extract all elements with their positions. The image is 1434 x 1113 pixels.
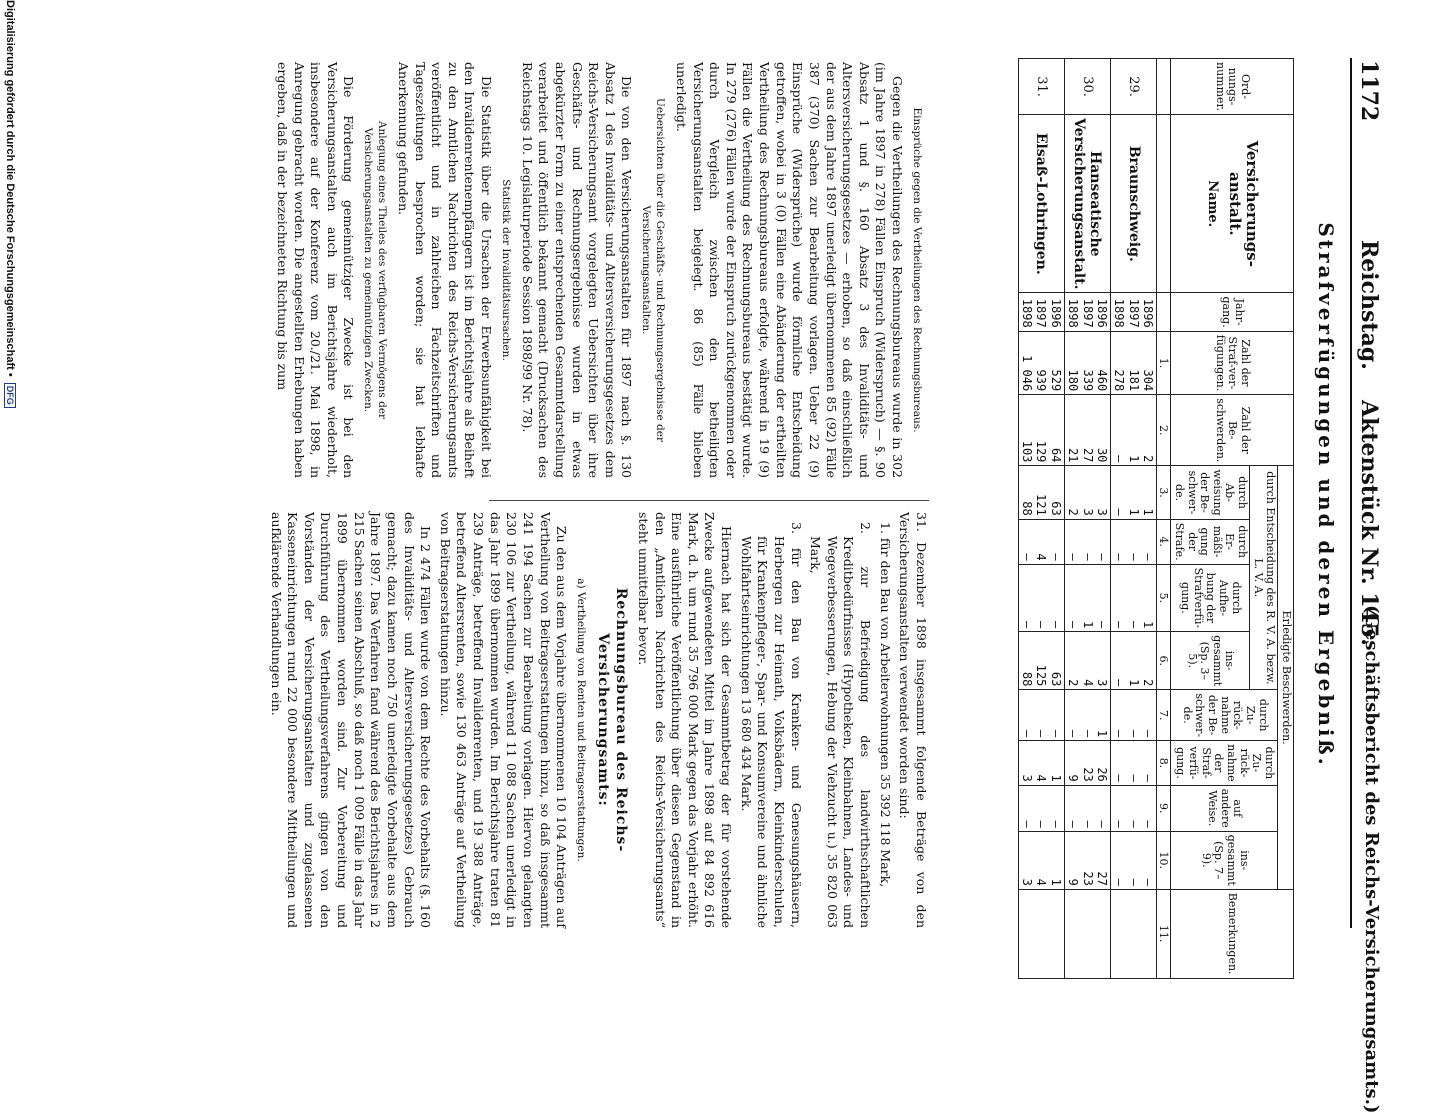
col-index: 3. [1157, 466, 1171, 519]
paragraph: Hiernach hat sich der Gesammtbetrag der für vorstehende Zwecke aufgewendeten Mittel im Jahre 1898 auf 84 892 616 Mark, d. h. um rund 35 796 000 Mark gegen das Vorjahr erhöht. Eine ausführliche Veröffentlichung über diesen Gegenstand in den „Amtlichen Nachrichten des Reichs-Versicherungsamts“ steht unmittelbar bevor. [636, 512, 735, 928]
col-index: 7. [1157, 690, 1171, 741]
cell-value: 4 [1080, 679, 1095, 687]
cell-value: 460 [1095, 369, 1110, 392]
cell-value: — [1126, 553, 1141, 561]
cell-value: 103 [1020, 440, 1035, 463]
col-index: 2. [1157, 395, 1171, 466]
table-row [1018, 59, 1064, 979]
col-index: 4. [1157, 519, 1171, 564]
cell-value: 88 [1020, 501, 1035, 516]
digitization-credit [4, 0, 16, 1000]
col-index: 9. [1157, 785, 1171, 831]
cell-value: — [1034, 820, 1049, 828]
cell-value: 180 [1066, 369, 1081, 392]
paragraph: Gegen die Vertheilungen des Rechnungsbureaus wurde in 302 (im Jahre 1897 in 278) Fällen Einspruch (Widerspruch) — §. 90 Absatz 1 und §. 160 Absatz 3 des Invaliditäts- und Altersversicherungsgesetzes — erhoben, so daß einschließlich der aus dem Jahre 1897 unerledigt übernommenen 85 (92) Fälle 387 (370) Sachen zur Bearbeitung vorlagen. Ueber 22 (9) Einsprüche (Widersprüche) wurde förmliche Entscheidung getroffen, wobei in 3 (0) Fällen eine Abänderung der ertheilten Vertheilung des Rechnungsbureaus erfolgte, während in 19 (9) Fällen die Vertheilung des Rechnungsbureaus bestätigt wurde. In 279 (276) Fällen wurde der Einspruch zurückgenommen oder durch Vergleich zwischen den betheiligten Versicherungsanstalten beigelegt. 86 (85) Fälle blieben unerledigt. [673, 62, 906, 478]
value-cell-c3 [1111, 466, 1157, 519]
value-cell-c2 [1111, 395, 1157, 466]
cell-value: 2 [1066, 679, 1081, 687]
institution-name: Elsaß-Lothringen. [1018, 115, 1064, 293]
cell-value: — [1080, 820, 1095, 828]
cell-value: — [1112, 553, 1127, 561]
cell-value: 64 [1048, 447, 1063, 463]
institution-name: Hanseatische Versicherungsanstalt. [1064, 115, 1110, 293]
cell-value: 3 [1020, 774, 1035, 782]
cell-value: 88 [1020, 671, 1035, 687]
cell-value: 2 [1141, 679, 1156, 687]
paragraph: Die Statistik über die Ursachen der Erwerbsunfähigkeit bei den Invalidenrentenempfängern ist im Berichtsjahre als Beiheft zu den Amtlichen Nachrichten des Reichs-Versicherungsamts veröffentlicht und in zahlreichen Fachzeitschriften und Tageszeitungen besprochen worden; sie hat lebhafte Anerkennung gefunden. [395, 62, 495, 478]
list-item: 2. zur Befriedigung des landwirthschaftlichen Kreditbedürfnisses (Hypotheken, Kleinbahnen, Landes- und Wegeverbesserungen, Hebung der Viehzucht u.) 35 820 063 Mark, [808, 522, 874, 928]
col-head-anstalt [1171, 115, 1294, 293]
col-head-c4: durch Er-mäßi-gung der Strafe. [1171, 519, 1250, 564]
cell-value: 26 [1095, 767, 1110, 782]
cell-value: — [1034, 729, 1049, 738]
value-cell-c5 [1064, 564, 1110, 632]
cell-value: — [1112, 455, 1127, 463]
cell-value: 529 [1048, 369, 1063, 392]
value-cell-c10 [1064, 831, 1110, 889]
col-head-c3: durch Ab-weisung der Be-schwer-de. [1171, 466, 1250, 519]
cell-value: — [1048, 820, 1063, 828]
cell-value: 1 [1141, 621, 1156, 629]
value-cell-c7 [1018, 690, 1064, 741]
table-body [1018, 59, 1157, 979]
cell-value: 4 [1034, 878, 1049, 886]
dfg-logo: DFG [4, 383, 16, 408]
cell-value: — [1112, 508, 1127, 516]
value-cell-c1 [1111, 331, 1157, 395]
running-head-right: (Geschäftsbericht des Reichs-Versicherungsamts.) [1361, 605, 1382, 1113]
cell-value: — [1126, 774, 1141, 782]
credit-text: Digitalisierung gefördert durch die Deutsche Forschungsgemeinschaft • [4, 0, 16, 377]
cell-value: — [1126, 729, 1141, 738]
cell-value: 1 [1126, 508, 1141, 516]
cell-value: 339 [1080, 369, 1095, 392]
cell-value: — [1112, 621, 1127, 629]
cell-value: — [1080, 729, 1095, 738]
remarks-cell [1018, 889, 1064, 978]
col-head-anstalt-label: Versicherungs-anstalt. [1225, 140, 1261, 267]
marginal-note: Einsprüche gegen die Vertheilungen des Rechnungsbureaus. [911, 107, 923, 433]
cell-value: — [1126, 878, 1141, 886]
cell-value: 63 [1048, 671, 1063, 687]
value-cell-c1 [1064, 331, 1110, 395]
table-row [1111, 59, 1157, 979]
cell-value: — [1034, 621, 1049, 629]
cell-value: — [1020, 553, 1035, 561]
cell-value: — [1066, 621, 1081, 629]
col-head-name: Name. [1205, 180, 1221, 228]
remarks-cell [1064, 889, 1110, 978]
cell-value: 939 [1034, 369, 1049, 392]
value-cell-c7 [1064, 690, 1110, 741]
year-cell [1064, 293, 1110, 331]
cell-value: 1 [1048, 878, 1063, 886]
cell-value: 4 [1034, 553, 1049, 561]
paragraph: 31. Dezember 1898 insgesammt folgende Beträge von den Versicherungsanstalten verwendet worden sind: [897, 512, 929, 928]
cell-value: 1 [1080, 621, 1095, 629]
cell-value: 21 [1066, 447, 1081, 463]
right-text-column [264, 512, 929, 928]
cell-value: 2 [1141, 455, 1156, 463]
value-cell-c8 [1064, 741, 1110, 786]
table-row [1064, 59, 1110, 979]
cell-value: — [1066, 729, 1081, 738]
cell-value: — [1066, 553, 1081, 561]
cell-value: 1 [1141, 508, 1156, 516]
col-head-c10: ins-gesammt (Sp. 7–9). [1171, 831, 1278, 889]
year-value: 1898 [1066, 298, 1081, 328]
penalty-table [1018, 58, 1294, 979]
year-value: 1897 [1080, 298, 1095, 328]
marginal-note: Uebersichten über die Geschäfts- und Rechnungsergebnisse der Versicherungsanstalten. [640, 98, 667, 442]
cell-value: 3 [1080, 508, 1095, 516]
cell-value: — [1095, 553, 1110, 561]
col-head-c7: durch Zu-rück-nahme der Be-schwer-de. [1171, 690, 1278, 741]
list-item: 3. für den Bau von Kranken- und Genesungshäusern, Herbergen zur Heimath, Volksbädern, Kleinkinderschulen, für Krankenpfleger-, Spar- und Konsumvereine und ähnliche Wohlfahrtseinrichtungen 13 680 434 Mark. [738, 522, 804, 928]
year-cell [1111, 293, 1157, 331]
remarks-cell [1111, 889, 1157, 978]
value-cell-c3 [1064, 466, 1110, 519]
col-head-complaints: Zahl der Be-schwerden. [1171, 395, 1294, 466]
value-cell-c4 [1064, 519, 1110, 564]
year-value: 1896 [1048, 298, 1063, 328]
col-group-settled: Erledigte Beschwerden. [1278, 466, 1294, 889]
value-cell-c10 [1111, 831, 1157, 889]
marginal-note: Anlegung eines Theiles des verfügbaren Vermögens der Versicherungsanstalten zu gemeinnützigen Zwecken. [362, 120, 389, 420]
cell-value: 63 [1048, 501, 1063, 516]
list-item: 1. für den Bau von Arbeiterwohnungen 35 392 118 Mark, [877, 522, 893, 888]
cell-value: 1 [1126, 455, 1141, 463]
cell-value: — [1112, 774, 1127, 782]
cell-value: 3 [1095, 679, 1110, 687]
cell-value: — [1048, 621, 1063, 629]
cell-value: 23 [1080, 871, 1095, 886]
year-value: 1896 [1095, 298, 1110, 328]
cell-value: 1 [1048, 774, 1063, 782]
col-head-c5: durch Aufhe-bung der Strafverfü-gung. [1171, 564, 1250, 632]
year-value: 1898 [1112, 298, 1127, 328]
cell-value: — [1048, 553, 1063, 561]
cell-value: — [1126, 820, 1141, 828]
col-index: 6. [1157, 632, 1171, 690]
value-cell-c9 [1018, 785, 1064, 831]
cell-value: — [1126, 621, 1141, 629]
row-number: 31. [1018, 59, 1064, 115]
cell-value: — [1020, 820, 1035, 828]
page-number: 1172 [1356, 60, 1382, 122]
value-cell-c7 [1111, 690, 1157, 741]
col-group-decision: durch Entscheidung des R. V. A. bezw. L. V. A. [1250, 466, 1278, 690]
value-cell-c2 [1018, 395, 1064, 466]
cell-value: 3 [1095, 508, 1110, 516]
row-number: 29. [1111, 59, 1157, 115]
cell-value: 125 [1034, 664, 1049, 687]
cell-value: 181 [1126, 369, 1141, 392]
col-index: 10. [1157, 831, 1171, 889]
year-cell [1018, 293, 1064, 331]
value-cell-c1 [1018, 331, 1064, 395]
cell-value: — [1141, 729, 1156, 738]
cell-value: 2 [1066, 508, 1081, 516]
col-head-c8: durch Zu-rück-nahme der Straf-verfü-gung. [1171, 741, 1278, 786]
cell-value: 27 [1080, 447, 1095, 463]
cell-value: 9 [1066, 774, 1081, 782]
cell-value: — [1020, 621, 1035, 629]
cell-value: — [1112, 820, 1127, 828]
cell-value: 30 [1095, 447, 1110, 463]
year-value: 1897 [1126, 298, 1141, 328]
cell-value: — [1112, 878, 1127, 886]
value-cell-c5 [1018, 564, 1064, 632]
value-cell-c10 [1018, 831, 1064, 889]
cell-value: — [1141, 553, 1156, 561]
col-head-c6: ins-gesammt (Sp. 3–5). [1171, 632, 1250, 690]
cell-value: — [1020, 729, 1035, 738]
header-rule [1350, 58, 1352, 928]
cell-value: 121 [1034, 494, 1049, 516]
cell-value: 1 [1095, 729, 1110, 738]
col-index: 1. [1157, 331, 1171, 395]
running-head-document: Aktenstück Nr. 145. [1356, 400, 1382, 646]
cell-value: 304 [1141, 369, 1156, 392]
paragraph: Die Förderung gemeinnütziger Zwecke ist bei den Versicherungsanstalten auch im Berichtsjahre wiederholt, insbesondere auf der Konferenz vom 20./21. Mai 1898, in Anregung gebracht worden. Die angestellten Erhebungen haben ergeben, daß in der bezeichneten Richtung bis zum [274, 62, 357, 478]
col-head-year: Jahr-gang. [1171, 293, 1294, 331]
year-value: 1897 [1034, 298, 1049, 328]
value-cell-c6 [1111, 632, 1157, 690]
cell-value: — [1048, 729, 1063, 738]
cell-value: 9 [1066, 878, 1081, 886]
value-cell-c6 [1018, 632, 1064, 690]
marginal-note: a) Vertheilung von Renten und Beitragserstattungen. [575, 578, 588, 862]
cell-value: — [1112, 729, 1127, 738]
value-cell-c3 [1018, 466, 1064, 519]
col-index: 11. [1157, 889, 1171, 978]
value-cell-c5 [1111, 564, 1157, 632]
cell-value: 1 046 [1020, 355, 1035, 392]
value-cell-c6 [1064, 632, 1110, 690]
paragraph: In 2 474 Fällen wurde von dem Rechte des Vorbehalts (§. 160 des Invaliditäts- und Altersversicherungsgesetzes) Gebrauch gemacht; dazu kamen noch 750 unerledigte Vorbehalte aus dem Jahre 1897. Das Verfahren fand während des Berichtsjahres in 2 215 Sachen seinen Abschluß, so daß noch 1 009 Fälle in das Jahr 1899 übernommen worden sind. Zur Vorbereitung und Durchführung des Vertheilungsverfahrens gingen von den Vorständen der Versicherungsanstalten und zugelassenen Kasseneinrichtungen rund 22 000 besondere Mittheilungen und aufklärende Verhandlungen ein. [268, 512, 434, 928]
cell-value: — [1141, 820, 1156, 828]
cell-value: — [1112, 679, 1127, 687]
value-cell-c9 [1111, 785, 1157, 831]
value-cell-c4 [1018, 519, 1064, 564]
cell-value: 27 [1095, 871, 1110, 886]
section-heading: Rechnungsbureau des Reichs-Versicherungsamts: [594, 587, 630, 853]
cell-value: — [1141, 878, 1156, 886]
running-head-left: Reichstag. [1356, 240, 1382, 370]
value-cell-c8 [1111, 741, 1157, 786]
cell-value: 23 [1080, 767, 1095, 782]
marginal-note: Statistik der Invaliditätsursachen. [500, 179, 513, 361]
year-value: 1896 [1141, 298, 1156, 328]
value-cell-c4 [1111, 519, 1157, 564]
table-title: Strafverfügungen und deren Ergebniß. [1314, 222, 1338, 768]
institution-name: Braunschweig. [1111, 115, 1157, 293]
col-index: 5. [1157, 564, 1171, 632]
value-cell-c8 [1018, 741, 1064, 786]
row-number: 30. [1064, 59, 1110, 115]
paragraph: Die von den Versicherungsanstalten für 1897 nach §. 130 Absatz 1 des Invaliditäts- und Altersversicherungsgesetzes dem Reichs-Versicherungsamt vorgelegten Uebersichten über ihre Geschäfts- und Rechnungsergebnisse wurden in etwas abgekürzter Form zu einer entsprechenden Gesammtdarstellung verarbeitet und öffentlich bekannt gemacht (Drucksachen des Reichstags 10. Legislaturperiode Session 1898/99 Nr. 78). [519, 62, 635, 478]
cell-value: — [1095, 621, 1110, 629]
cell-value: 4 [1034, 774, 1049, 782]
col-head-c9: auf andere Weise. [1171, 785, 1278, 831]
column-divider [489, 500, 929, 501]
left-text-column [270, 62, 929, 478]
year-value: 1898 [1020, 298, 1035, 328]
col-head-number: Ord-nungs-nummer. [1171, 59, 1294, 115]
col-head-orders: Zahl der Straf-ver-fügungen. [1171, 331, 1294, 395]
cell-value: — [1066, 820, 1081, 828]
value-cell-c2 [1064, 395, 1110, 466]
col-head-remarks: Bemerkungen. [1171, 889, 1294, 978]
paragraph: Zu den aus dem Vorjahre übernommenen 10 104 Anträgen auf Vertheilung von Beitragserstattungen hinzu, so daß insgesammt 241 194 Sachen zur Bearbeitung vorlagen. Hiervon gelangten 230 106 zur Vertheilung, während 11 088 Sachen unerledigt in das Jahr 1899 übernommen wurden. Im Berichtsjahre traten 81 239 Anträge, betreffend Invalidenrenten, und 19 388 Anträge, betreffend Altersrenten, sowie 130 463 Anträge auf Vertheilung von Beitragserstattungen hinzu. [437, 512, 570, 928]
cell-value: — [1141, 774, 1156, 782]
cell-value: 1 [1126, 679, 1141, 687]
cell-value: 3 [1020, 878, 1035, 886]
cell-value: — [1095, 820, 1110, 828]
value-cell-c9 [1064, 785, 1110, 831]
cell-value: — [1080, 553, 1095, 561]
col-index: 8. [1157, 741, 1171, 786]
cell-value: 278 [1112, 369, 1127, 392]
cell-value: 129 [1034, 440, 1049, 463]
